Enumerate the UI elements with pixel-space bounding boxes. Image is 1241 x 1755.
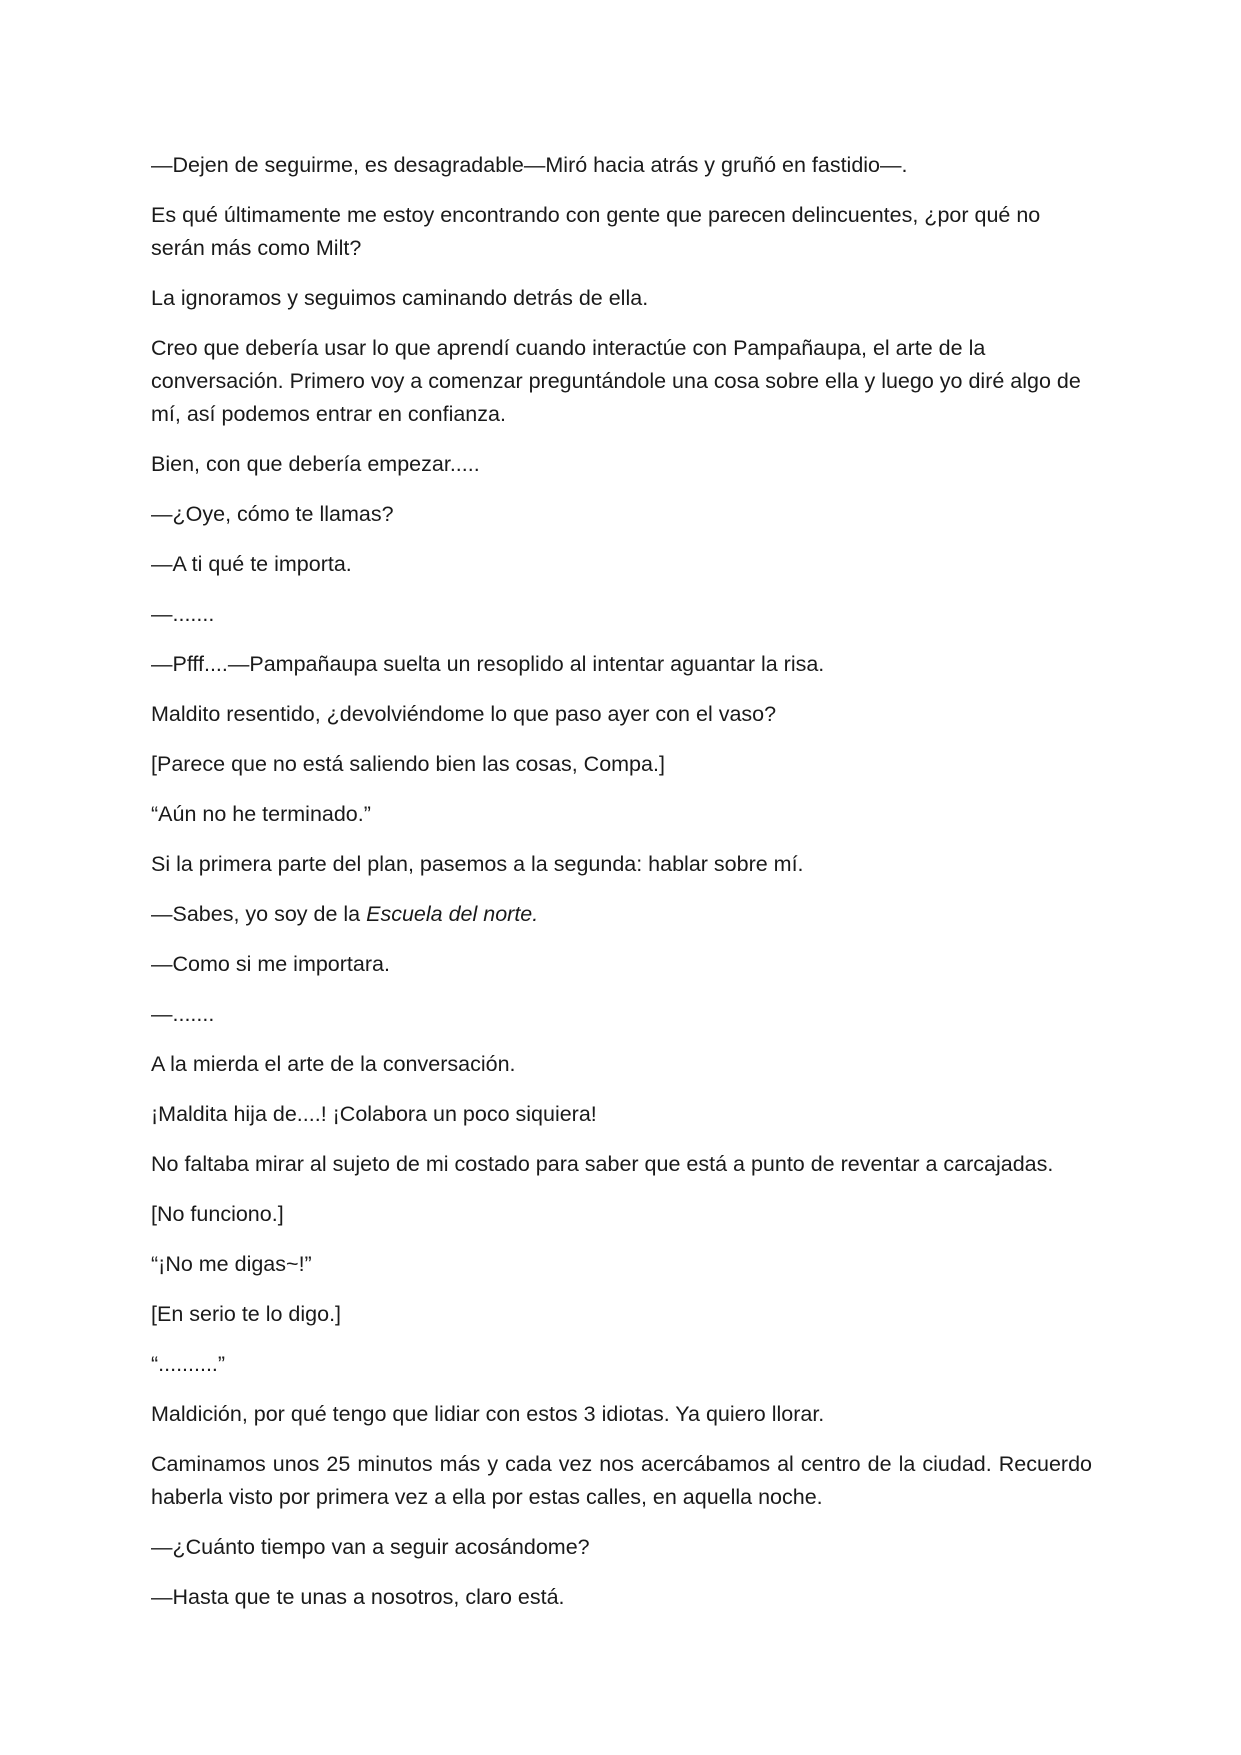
italic-school-name: Escuela del norte. [366,902,539,926]
paragraph: Maldito resentido, ¿devolviéndome lo que paso ayer con el vaso? [151,702,777,726]
paragraph: Caminamos unos 25 minutos más y cada vez nos acercábamos al centro de la ciudad. Recuerdo haberla visto por primera vez a ella por estas calles, en aquella noche. [151,1452,1092,1509]
paragraph: [En serio te lo digo.] [151,1302,342,1326]
paragraph: Bien, con que debería empezar..... [151,452,480,476]
paragraph: —Hasta que te unas a nosotros, claro está. [151,1585,565,1609]
paragraph: [Parece que no está saliendo bien las cosas, Compa.] [151,752,665,776]
paragraph: “¡No me digas~!” [151,1252,312,1276]
paragraph: —¿Cuánto tiempo van a seguir acosándome? [151,1535,590,1559]
paragraph: ¡Maldita hija de....! ¡Colabora un poco siquiera! [151,1102,597,1126]
paragraph: —....... [151,1002,215,1026]
paragraph: Creo que debería usar lo que aprendí cuando interactúe con Pampañaupa, el arte de la conversación. Primero voy a comenzar preguntándole una cosa sobre ella y luego yo diré algo de mí, así podemos entrar en confianza. [151,336,1081,426]
paragraph-text: —Sabes, yo soy de la [151,902,367,926]
paragraph: Si la primera parte del plan, pasemos a la segunda: hablar sobre mí. [151,852,804,876]
paragraph: Es qué últimamente me estoy encontrando con gente que parecen delincuentes, ¿por qué no serán más como Milt? [151,203,1041,260]
paragraph: —Pfff....—Pampañaupa suelta un resoplido al intentar aguantar la risa. [151,652,825,676]
paragraph: —....... [151,602,215,626]
paragraph [151,898,1092,931]
body-text [151,149,1092,1631]
paragraph: —Como si me importara. [151,952,390,976]
paragraph: A la mierda el arte de la conversación. [151,1052,516,1076]
paragraph: “Aún no he terminado.” [151,802,371,826]
paragraph: Maldición, por qué tengo que lidiar con estos 3 idiotas. Ya quiero llorar. [151,1402,825,1426]
paragraph: —¿Oye, cómo te llamas? [151,502,394,526]
paragraph: “..........” [151,1352,226,1376]
paragraph: —Dejen de seguirme, es desagradable—Miró hacia atrás y gruñó en fastidio—. [151,153,908,177]
paragraph: —A ti qué te importa. [151,552,352,576]
paragraph: La ignoramos y seguimos caminando detrás de ella. [151,286,649,310]
paragraph: [No funciono.] [151,1202,284,1226]
paragraph: No faltaba mirar al sujeto de mi costado para saber que está a punto de reventar a carcajadas. [151,1152,1054,1176]
